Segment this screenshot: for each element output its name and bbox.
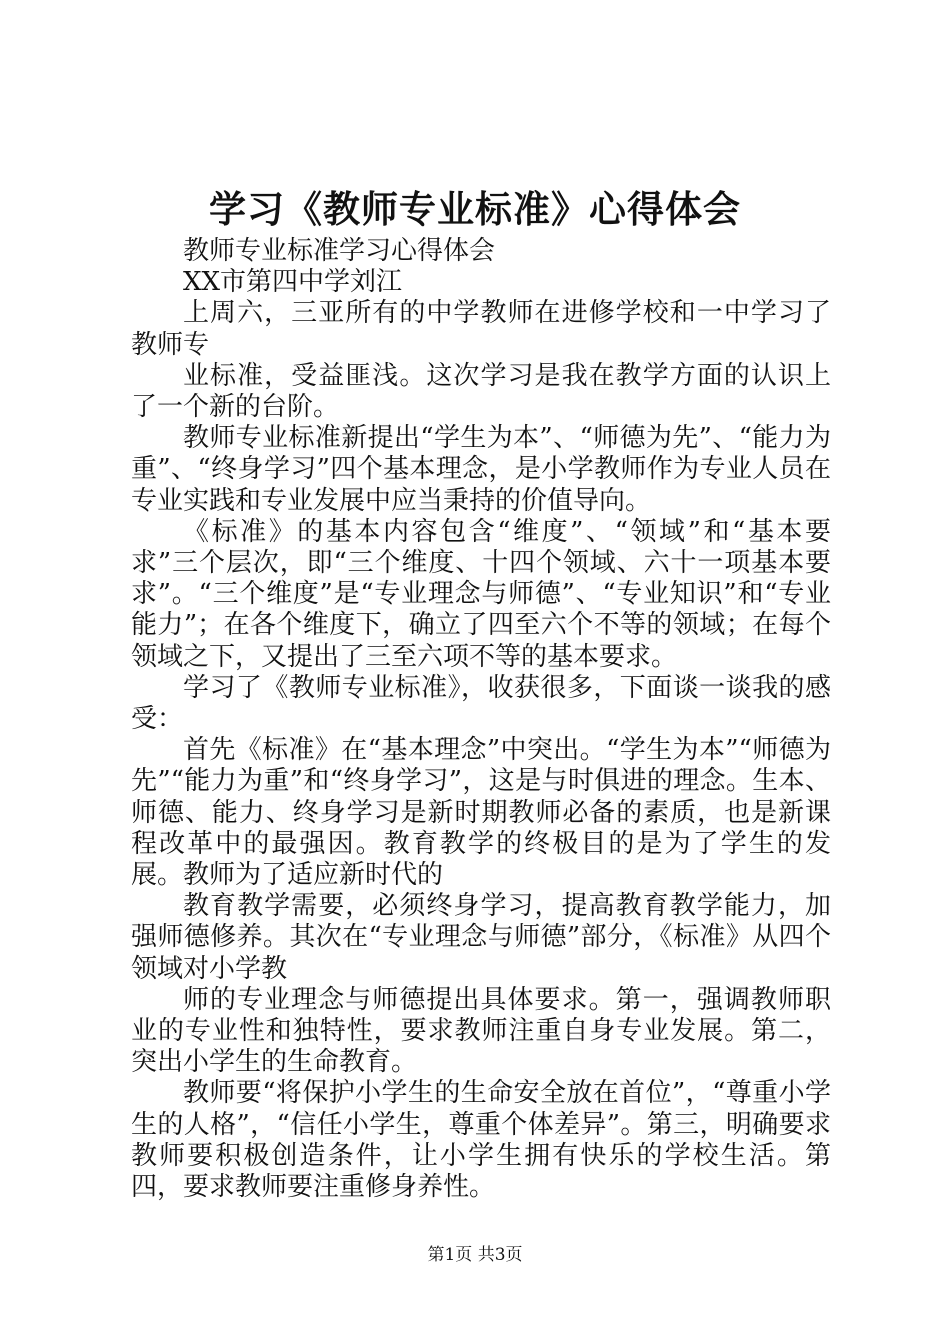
paragraph: 教育教学需要，必须终身学习，提高教育教学能力，加强师德修养。其次在“专业理念与师德”部分，《标准》从四个领域对小学教 (131, 891, 831, 984)
paragraph-subtitle: 教师专业标准学习心得体会 (183, 236, 496, 266)
paragraph: 教师要“将保护小学生的生命安全放在首位”，“尊重小学生的人格”，“信任小学生，尊重个体差异”。第三，明确要求教师要积极创造条件，让小学生拥有快乐的学校生活。第四，要求教师要注重修身养性。 (131, 1078, 831, 1203)
paragraph: 师的专业理念与师德提出具体要求。第一，强调教师职业的专业性和独特性，要求教师注重自身专业发展。第二，突出小学生的生命教育。 (131, 984, 831, 1078)
paragraph-author: XX市第四中学刘江 (183, 267, 403, 298)
paragraph: 学习了《教师专业标准》，收获很多，下面谈一谈我的感受： (131, 672, 831, 735)
page-number: 第1页 共3页 (427, 1245, 523, 1265)
paragraph: 业标准，受益匪浅。这次学习是我在教学方面的认识上了一个新的台阶。 (131, 360, 831, 423)
paragraph: 首先《标准》在“基本理念”中突出。“学生为本”“师德为先”“能力为重”和“终身学习”，这是与时俱进的理念。生本、师德、能力、终身学习是新时期教师必备的素质，也是新课程改革中的最强因。教育教学的终极目的是为了学生的发展。教师为了适应新时代的 (131, 735, 831, 891)
document-title: 学习《教师专业标准》心得体会 (209, 187, 741, 231)
paragraph: 上周六，三亚所有的中学教师在进修学校和一中学习了教师专 (131, 298, 831, 360)
document-body (131, 236, 831, 1203)
paragraph: 教师专业标准新提出“学生为本”、“师德为先”、“能力为重”、“终身学习”四个基本理念，是小学教师作为专业人员在专业实践和专业发展中应当秉持的价值导向。 (131, 423, 831, 516)
paragraph: 《标准》的基本内容包含“维度”、“领域”和“基本要求”三个层次，即“三个维度、十四个领域、六十一项基本要求”。“三个维度”是“专业理念与师德”、“专业知识”和“专业能力”；在各个维度下，确立了四至六个不等的领域；在每个领域之下，又提出了三至六项不等的基本要求。 (131, 516, 831, 672)
